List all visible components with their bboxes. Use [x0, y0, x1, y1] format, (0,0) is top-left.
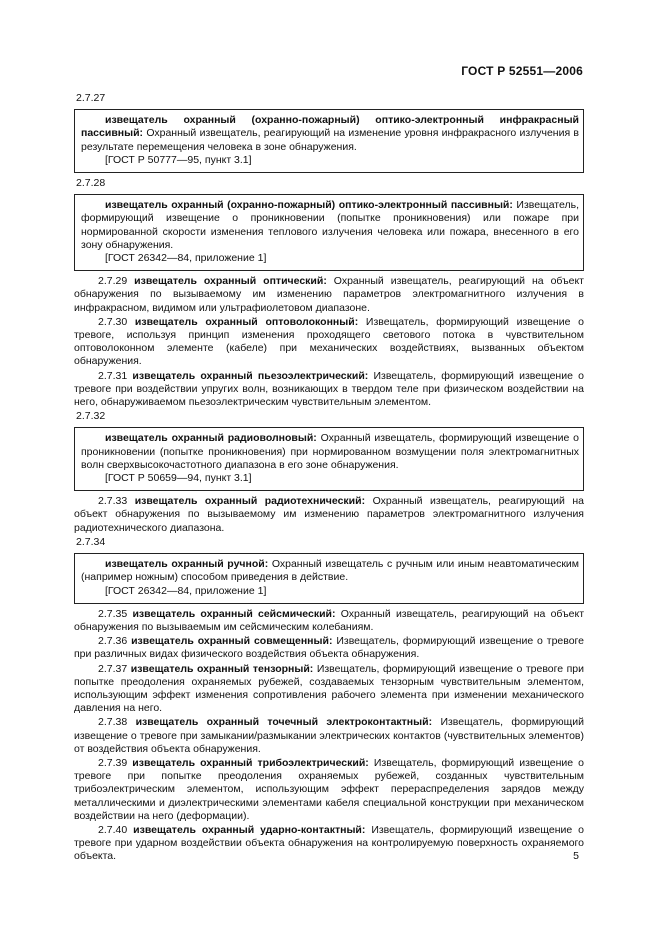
term: извещатель охранный (охранно-пожарный) оптико-электронный пассивный:: [105, 199, 513, 212]
clause-paragraph: [74, 635, 584, 661]
definition: Охранный извещатель, реагирующий на объект обнаружения по вызываемым им сейсмическим колебаниям.: [74, 607, 585, 633]
clause-number: 2.7.31: [98, 369, 128, 382]
term: извещатель охранный ручной:: [105, 558, 269, 571]
definition-text: [81, 114, 579, 154]
term: извещатель охранный тензорный:: [130, 662, 314, 675]
source-reference: [ГОСТ Р 50777—95, пункт 3.1]: [105, 153, 252, 166]
clause-number: 2.7.30: [98, 315, 128, 328]
standard-header: ГОСТ Р 52551—2006: [461, 64, 583, 78]
definition-box: [74, 194, 584, 271]
definition: Извещатель, формирующий извещение о тревоге при различных видах физического воздействия объекта обнаружения.: [74, 635, 584, 661]
definition: Извещатель, формирующий извещение о тревоге при воздействии упругих волн, возникающих в твердом теле при физическом воздействии на него, обнаруживаемом пьезоэлектрическим чувствительным элементом.: [74, 369, 584, 409]
definition-box: [74, 427, 584, 491]
term: извещатель охранный оптоволоконный:: [134, 315, 359, 328]
definition: Извещатель, формирующий извещение о тревоге, используя принцип изменения проходящего светового потока в чувствительном оптоволоконном элементе (кабеле) при механических воздействиях, вызванных объектом обнаружения.: [74, 315, 584, 368]
definition: Извещатель, формирующий извещение о тревоге при ударном воздействии объекта обнаружения на контролируемую поверхность охраняемого объекта.: [74, 823, 584, 863]
definition: Извещатель, формирующий извещение о проникновении (попытке проникновения) или пожаре при нормированной скорости изменения теплового излучения человека или пожара, внесенного в его зону обнаружения.: [81, 199, 579, 251]
clause-paragraph: [74, 495, 584, 535]
definition-text: [81, 558, 579, 584]
definition: Извещатель, формирующий извещение о тревоге при замыкании/размыкании электрических контактов (чувствительных элементов) от воздействия объекта обнаружения.: [74, 716, 585, 755]
clause-number: 2.7.29: [98, 275, 128, 288]
source-reference: [ГОСТ Р 50659—94, пункт 3.1]: [105, 472, 252, 485]
term: извещатель охранный трибоэлектрический:: [132, 756, 369, 769]
term: извещатель охранный пьезоэлектрический:: [132, 369, 369, 382]
clause-paragraph: [74, 824, 584, 864]
term: извещатель охранный сейсмический:: [132, 607, 336, 620]
definition-text: [81, 432, 579, 472]
clause-number: 2.7.28: [76, 177, 106, 190]
clause-paragraph: [74, 757, 584, 823]
definition-box: [74, 109, 584, 173]
definition: Охранный извещатель с ручным или иным неавтоматическим (например ножным) способом приведения в действие.: [81, 558, 579, 584]
source-reference: [ГОСТ 26342—84, приложение 1]: [105, 584, 267, 597]
definition: Извещатель, формирующий извещение о тревоге при попытке преодоления охраняемых рубежей, созданных чувствительным трибоэлектрическим элементом, использующим эффект перераспределения зарядов между металлическими и диэлектрическими элементами кабеля специальной конструкции при механическом воздействии на него (деформации).: [74, 756, 584, 822]
term: извещатель охранный точечный электроконтактный:: [135, 716, 433, 729]
clause-number: 2.7.34: [76, 535, 106, 548]
clause-number: 2.7.27: [76, 92, 106, 104]
clause-number: 2.7.32: [76, 410, 106, 423]
clause-number: 2.7.37: [98, 662, 128, 675]
document-body: [74, 92, 584, 865]
clause-paragraph: [74, 370, 584, 410]
clause-paragraph: [74, 316, 584, 369]
clause-number: 2.7.35: [98, 607, 128, 620]
clause-number: 2.7.36: [98, 635, 128, 648]
term: извещатель охранный совмещенный:: [131, 635, 333, 648]
clause-number: 2.7.39: [98, 756, 128, 769]
term: извещатель охранный радиоволновый:: [105, 432, 317, 445]
definition-text: [81, 199, 579, 252]
term: извещатель охранный радиотехнический:: [134, 495, 366, 508]
clause-paragraph: [74, 663, 584, 716]
definition: Охранный извещатель, формирующий извещение о проникновении (попытке проникновения) при нормированном возмущении поля электромагнитных волн сверхвысокочастотного диапазона в его зоне обнаружения.: [81, 432, 580, 471]
clause-paragraph: [74, 275, 584, 315]
clause-paragraph: [74, 716, 584, 756]
definition: Извещатель, формирующий извещение о тревоге при попытке преодоления охраняемых рубежей, создаваемых тензорным чувствительным элементом, использующим эффект изменения сопротивления рабочего элемента при изменении механического давления на него.: [74, 662, 584, 715]
definition-box: [74, 553, 584, 604]
definition: Охранный извещатель, реагирующий на объект обнаружения по вызываемому им изменению параметров электромагнитного излучения в инфракрасном, видимом или ультрафиолетовом диапазоне.: [74, 275, 584, 314]
term: извещатель охранный оптический:: [134, 275, 327, 288]
term: извещатель охранный (охранно-пожарный) оптико-электронный инфракрасный пассивный:: [81, 114, 579, 140]
term: извещатель охранный ударно-контактный:: [133, 823, 366, 836]
clause-number: 2.7.38: [98, 716, 128, 729]
clause-paragraph: [74, 608, 584, 634]
definition: Охранный извещатель, реагирующий на изменение уровня инфракрасного излучения в результате перемещения человека в зоне обнаружения.: [81, 127, 579, 153]
definition: Охранный извещатель, реагирующий на объект обнаружения по вызываемому им изменению параметров электромагнитного излучения радиотехнического диапазона.: [74, 495, 584, 534]
source-reference: [ГОСТ 26342—84, приложение 1]: [105, 252, 267, 265]
page-number: 5: [573, 850, 579, 862]
clause-number: 2.7.33: [98, 495, 128, 508]
clause-number: 2.7.40: [98, 823, 128, 836]
